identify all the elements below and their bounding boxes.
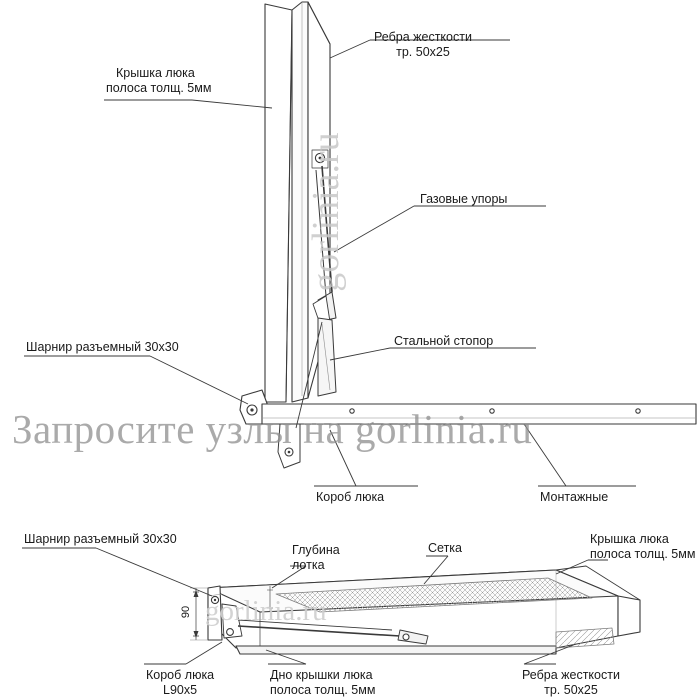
label-montazhnye: Монтажные bbox=[540, 490, 609, 504]
label-line-1: Крышка люка bbox=[590, 532, 669, 546]
label-line-1: Ребра жесткости bbox=[374, 30, 472, 44]
label-glubina-lotka bbox=[292, 543, 340, 573]
label-gazovye-upory: Газовые упоры bbox=[420, 192, 508, 206]
label-rebra-zhestkosti-top bbox=[374, 30, 472, 60]
label-rebra-zhestkosti-bottom bbox=[522, 668, 620, 698]
watermark-vertical: gorlinia.ru bbox=[305, 132, 347, 292]
label-korob-lyuka-l90 bbox=[146, 668, 214, 698]
label-line-1: Ребра жесткости bbox=[522, 668, 620, 682]
watermark-main: Запросите узлы на gorlinia.ru bbox=[12, 406, 533, 452]
dimension-depth-90: 90 bbox=[180, 605, 193, 619]
label-line-1: Дно крышки люка bbox=[270, 668, 373, 682]
label-stalnoy-stopor: Стальной стопор bbox=[394, 334, 494, 348]
label-sharnir-razemnyy: Шарнир разъемный 30х30 bbox=[26, 340, 179, 354]
label-line-2: тр. 50х25 bbox=[544, 683, 598, 697]
watermark-secondary: gorlinia.ru bbox=[205, 595, 327, 627]
label-line-2: тр. 50х25 bbox=[396, 45, 450, 59]
label-dno-kryshki-lyuka bbox=[270, 668, 375, 698]
label-sharnir-razemnyy-2: Шарнир разъемный 30х30 bbox=[24, 532, 177, 546]
label-korob-lyuka: Короб люка bbox=[316, 490, 385, 504]
label-line-2: L90х5 bbox=[163, 683, 198, 697]
label-line-1: Крышка люка bbox=[116, 66, 195, 80]
label-line-1: Глубина bbox=[292, 543, 340, 557]
label-line-2: полоса толщ. 5мм bbox=[590, 547, 696, 561]
label-line-2: полоса толщ. 5мм bbox=[106, 81, 212, 95]
label-setka: Сетка bbox=[428, 541, 462, 555]
label-line-2: полоса толщ. 5мм bbox=[270, 683, 376, 697]
label-kryshka-lyuka-top bbox=[106, 66, 211, 96]
label-line-2: лотка bbox=[292, 558, 325, 572]
label-line-1: Короб люка bbox=[146, 668, 215, 682]
label-kryshka-lyuka-bottom bbox=[590, 532, 695, 562]
